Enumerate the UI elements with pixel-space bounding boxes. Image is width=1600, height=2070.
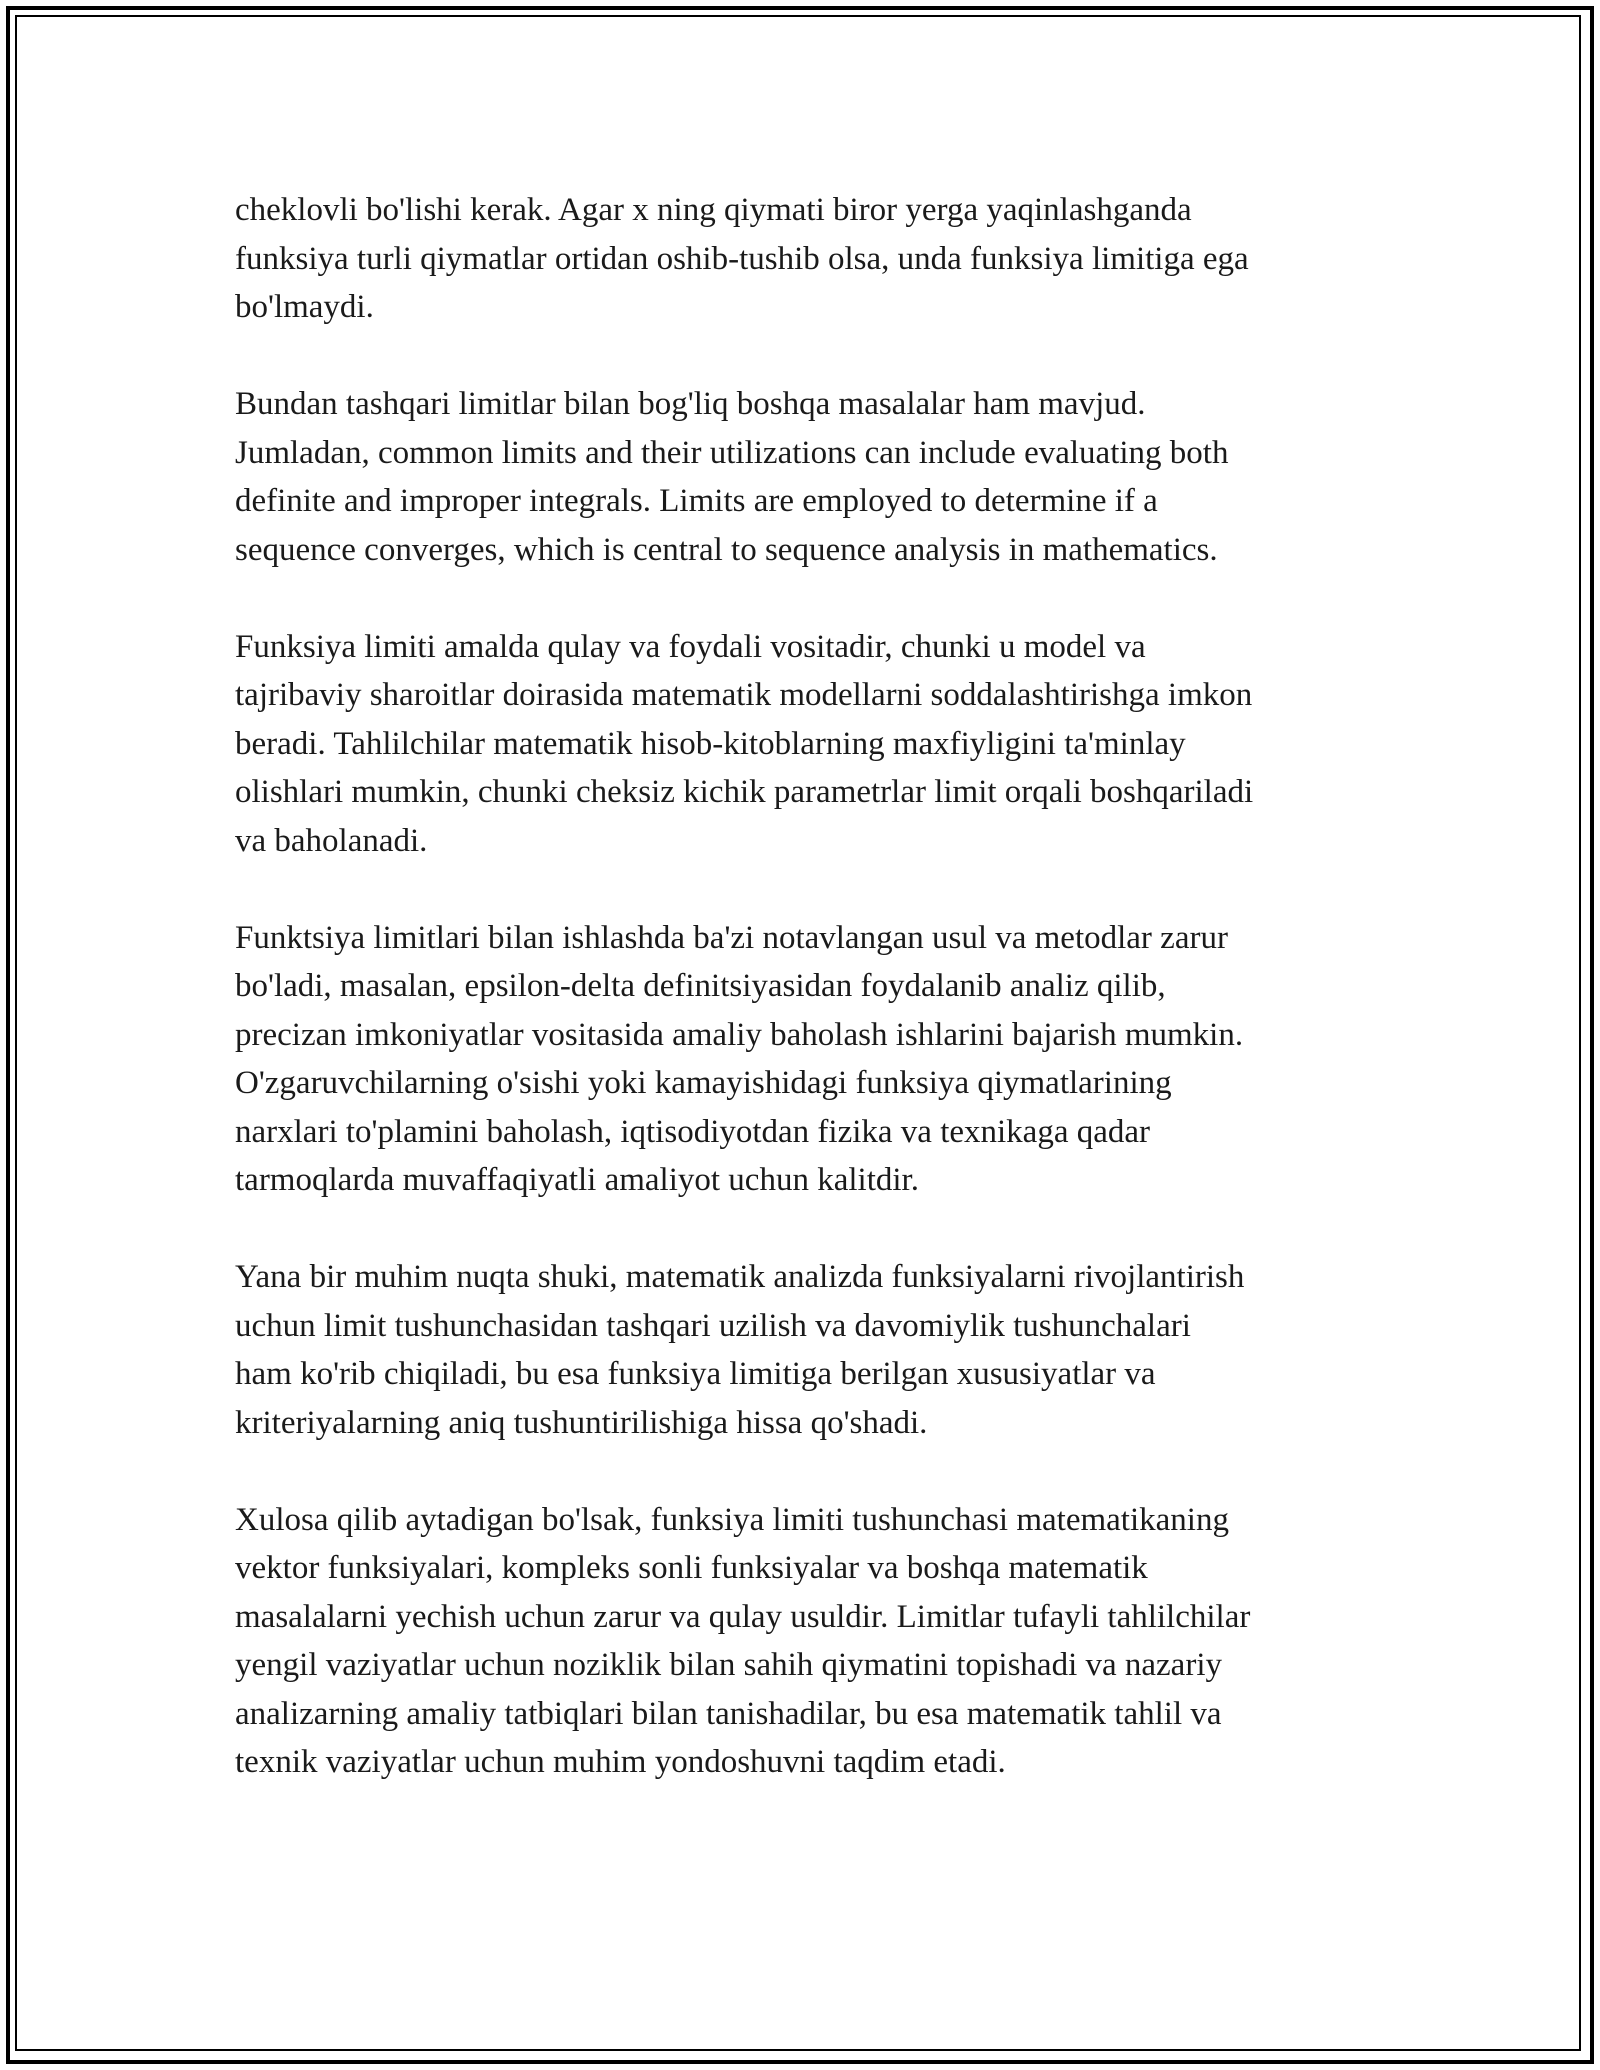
text-line: analizarning amaliy tatbiqlari bilan tanishadilar, bu esa matematik tahlil va [235, 1695, 1222, 1732]
text-line: Funktsiya limitlari bilan ishlashda ba'zi notavlangan usul va metodlar zarur [235, 919, 1228, 956]
text-line: uchun limit tushunchasidan tashqari uzilish va davomiylik tushunchalari [235, 1307, 1191, 1344]
text-line: tajribaviy sharoitlar doirasida matematik modellarni soddalashtirishga imkon [235, 677, 1253, 713]
text-line: texnik vaziyatlar uchun muhim yondoshuvni taqdim etadi. [235, 1744, 1006, 1780]
text-line: va baholanadi. [235, 822, 428, 859]
text-line: Funksiya limiti amalda qulay va foydali vositadir, chunki u model va [235, 628, 1146, 665]
text-line: precizan imkoniyatlar vositasida amaliy baholash ishlarini bajarish mumkin. [235, 1016, 1244, 1053]
text-line: narxlari to'plamini baholash, iqtisodiyotdan fizika va texnikaga qadar [235, 1113, 1151, 1150]
text-line: funksiya turli qiymatlar ortidan oshib-tushib olsa, unda funksiya limitiga ega [235, 240, 1249, 277]
text-line: Bundan tashqari limitlar bilan bog'liq boshqa masalalar ham mavjud. [235, 386, 1146, 422]
text-line: sequence converges, which is central to sequence analysis in mathematics. [235, 531, 1218, 568]
text-line: vektor funksiyalari, kompleks sonli funksiyalar va boshqa matematik [235, 1550, 1148, 1586]
paragraph-1 [235, 186, 1370, 332]
text-line: Jumladan, common limits and their utilizations can include evaluating both [235, 434, 1229, 471]
text-line: olishlari mumkin, chunki cheksiz kichik parametrlar limit orqali boshqariladi [235, 774, 1254, 810]
text-line: kriteriyalarning aniq tushuntirilishiga hissa qo'shadi. [235, 1404, 928, 1441]
text-line: Xulosa qilib aytadigan bo'lsak, funksiya limiti tushunchasi matematikaning [235, 1501, 1229, 1538]
text-line: definite and improper integrals. Limits are employed to determine if a [235, 483, 1158, 519]
paragraph-5 [235, 1253, 1370, 1447]
paragraph-2 [235, 380, 1370, 574]
text-line: Yana bir muhim nuqta shuki, matematik analizda funksiyalarni rivojlantirish [235, 1259, 1245, 1295]
text-line: masalalarni yechish uchun zarur va qulay usuldir. Limitlar tufayli tahlilchilar [235, 1598, 1251, 1635]
text-line: cheklovli bo'lishi kerak. Agar x ning qiymati biror yerga yaqinlashganda [235, 192, 1192, 228]
text-line: O'zgaruvchilarning o'sishi yoki kamayishidagi funksiya qiymatlarining [235, 1065, 1172, 1101]
document-body [235, 186, 1370, 1835]
text-line: ham ko'rib chiqiladi, bu esa funksiya limitiga berilgan xususiyatlar va [235, 1356, 1156, 1392]
text-line: bo'ladi, masalan, epsilon-delta definitsiyasidan foydalanib analiz qilib, [235, 968, 1166, 1004]
text-line: yengil vaziyatlar uchun noziklik bilan sahih qiymatini topishadi va nazariy [235, 1647, 1222, 1683]
text-line: tarmoqlarda muvaffaqiyatli amaliyot uchun kalitdir. [235, 1162, 919, 1198]
text-line: bo'lmaydi. [235, 289, 374, 325]
text-line: beradi. Tahlilchilar matematik hisob-kitoblarning maxfiyligini ta'minlay [235, 725, 1186, 762]
paragraph-4 [235, 914, 1370, 1205]
paragraph-6 [235, 1496, 1370, 1787]
paragraph-3 [235, 623, 1370, 866]
